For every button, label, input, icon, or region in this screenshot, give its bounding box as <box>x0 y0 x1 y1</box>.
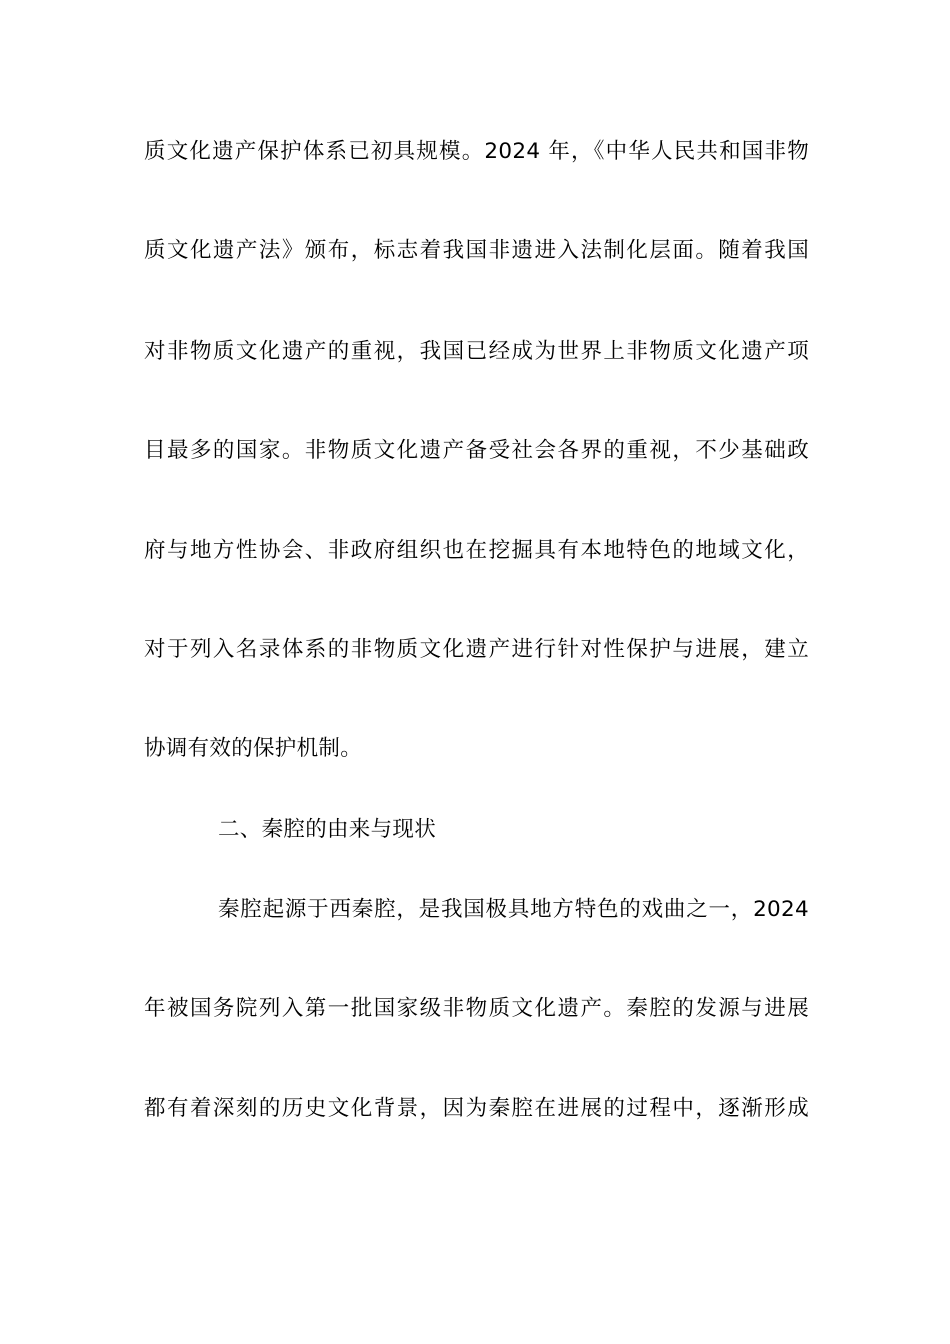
section-paragraph-line: 年被国务院列入第一批国家级非物质文化遗产。秦腔的发源与进展 <box>144 996 809 1021</box>
section-paragraph-line: 秦腔起源于西秦腔，是我国极具地方特色的戏曲之一，2024 <box>218 897 809 922</box>
paragraph-line: 对非物质文化遗产的重视，我国已经成为世界上非物质文化遗产项 <box>144 339 809 364</box>
paragraph-line: 质文化遗产法》颁布，标志着我国非遗进入法制化层面。随着我国 <box>144 238 809 263</box>
paragraph-line: 对于列入名录体系的非物质文化遗产进行针对性保护与进展，建立 <box>144 637 809 662</box>
paragraph-line: 目最多的国家。非物质文化遗产备受社会各界的重视，不少基础政 <box>144 438 809 463</box>
section-paragraph-line: 都有着深刻的历史文化背景，因为秦腔在进展的过程中，逐渐形成 <box>144 1096 809 1121</box>
paragraph-line: 质文化遗产保护体系已初具规模。2024 年，《中华人民共和国非物 <box>144 139 809 164</box>
section-heading: 二、秦腔的由来与现状 <box>218 817 437 842</box>
paragraph-line: 府与地方性协会、非政府组织也在挖掘具有本地特色的地域文化， <box>144 538 809 563</box>
paragraph-line-last: 协调有效的保护机制。 <box>144 736 363 761</box>
